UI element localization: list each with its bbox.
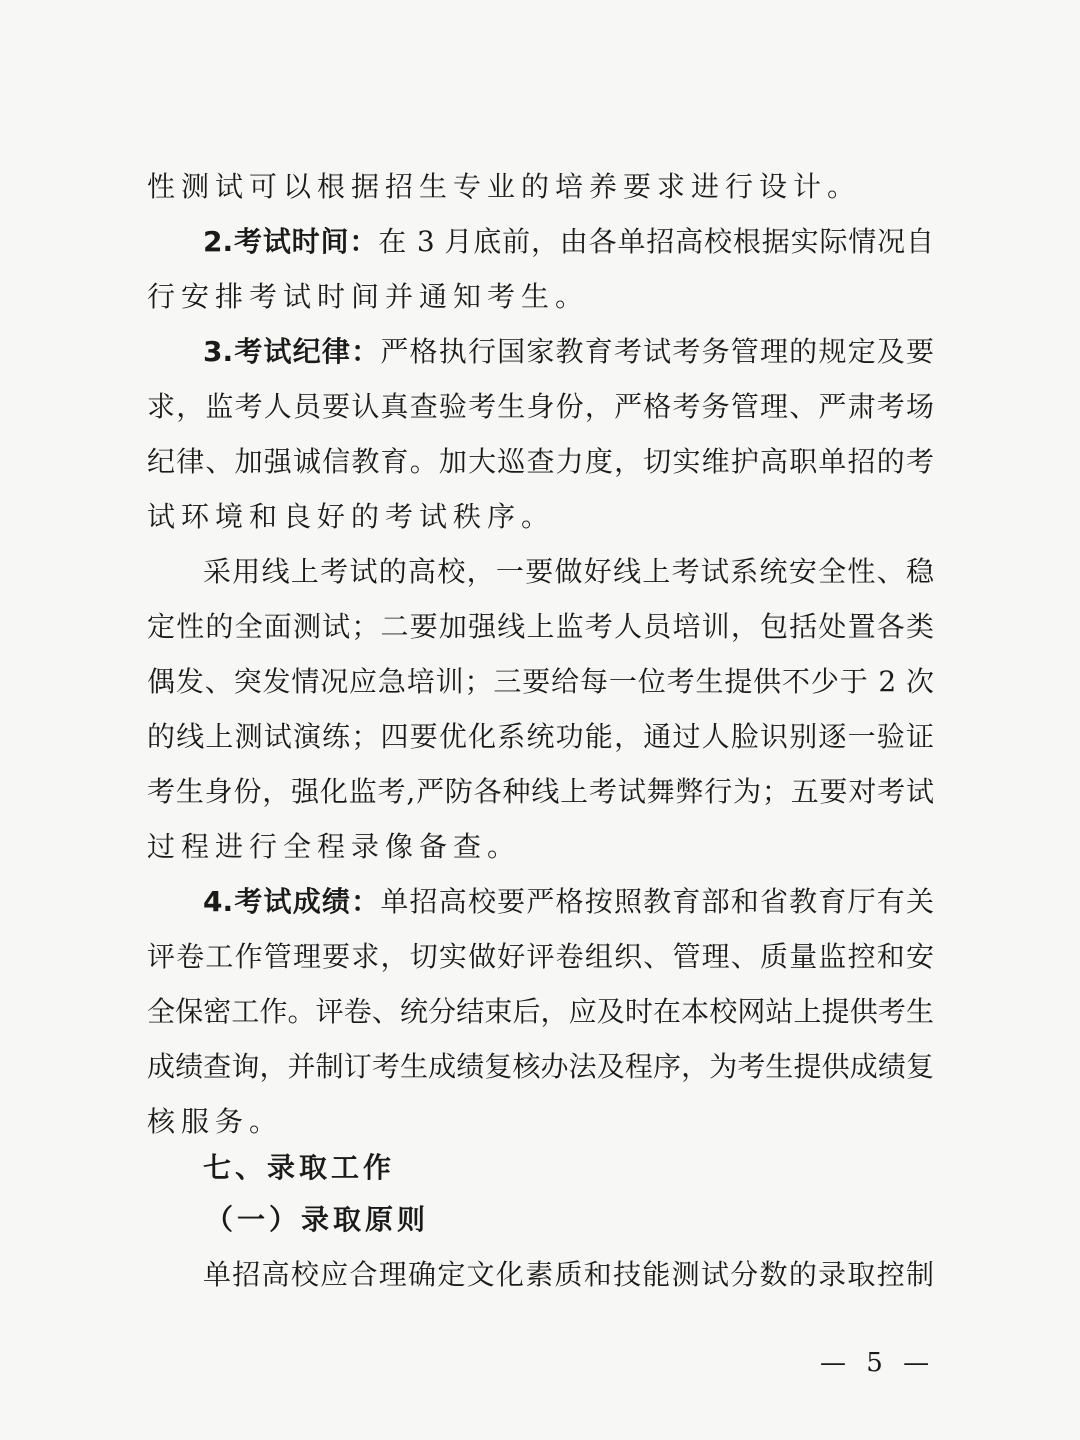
text-span: 严格执行国家教育考试考务管理的规定及要 [380, 335, 934, 368]
text-line [203, 327, 934, 377]
text-line: 求，监考人员要认真查验考生身份，严格考务管理、严肃考场 [147, 390, 934, 423]
section-heading: 七、录取工作 [203, 1151, 396, 1184]
text-line: 成绩查询，并制订考生成绩复核办法及程序，为考生提供成绩复 [147, 1050, 934, 1083]
item-label: 2.考试时间： [203, 225, 379, 258]
page-number: — 5 — [820, 1348, 936, 1378]
text-span: 在 3 月底前，由各单招高校根据实际情况自 [378, 225, 935, 258]
item-label: 3.考试纪律： [203, 335, 381, 368]
sub-heading: （一）录取原则 [205, 1203, 430, 1236]
text-span: 单招高校要严格按照教育部和省教育厅有关 [380, 885, 934, 918]
text-line: 试环境和良好的考试秩序。 [147, 500, 556, 533]
text-line: 单招高校应合理确定文化素质和技能测试分数的录取控制 [203, 1258, 934, 1291]
text-line: 全保密工作。评卷、统分结束后，应及时在本校网站上提供考生 [147, 995, 934, 1028]
text-line [203, 217, 934, 267]
text-line: 的线上测试演练；四要优化系统功能，通过人脸识别逐一验证 [147, 720, 934, 753]
text-line: 纪律、加强诚信教育。加大巡查力度，切实维护高职单招的考 [147, 445, 934, 478]
text-line: 过程进行全程录像备查。 [147, 830, 522, 863]
text-line: 性测试可以根据招生专业的培养要求进行设计。 [147, 170, 862, 203]
text-line: 行安排考试时间并通知考生。 [147, 280, 590, 313]
text-line: 核服务。 [147, 1105, 284, 1138]
text-line: 考生身份，强化监考,严防各种线上考试舞弊行为；五要对考试 [147, 775, 934, 808]
text-line: 定性的全面测试；二要加强线上监考人员培训，包括处置各类 [147, 610, 934, 643]
text-line: 偶发、突发情况应急培训；三要给每一位考生提供不少于 2 次 [147, 665, 934, 698]
text-line: 采用线上考试的高校，一要做好线上考试系统安全性、稳 [203, 555, 934, 588]
item-label: 4.考试成绩： [203, 885, 381, 918]
text-line [203, 877, 934, 927]
text-line: 评卷工作管理要求，切实做好评卷组织、管理、质量监控和安 [147, 940, 934, 973]
